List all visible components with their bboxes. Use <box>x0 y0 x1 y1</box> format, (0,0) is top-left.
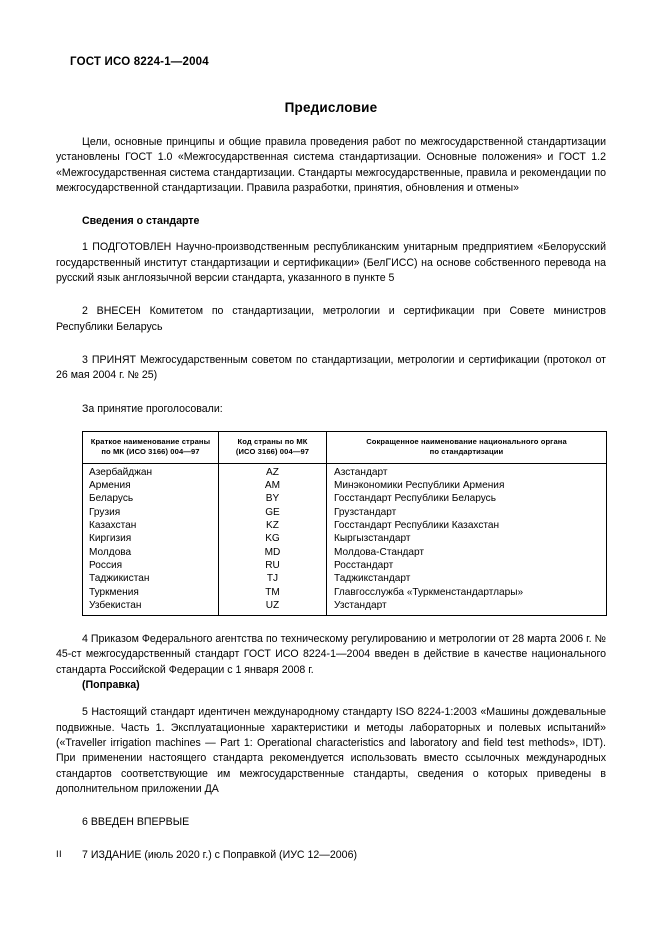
table-row <box>83 533 607 546</box>
cell-country: Армения <box>83 480 219 493</box>
cell-country: Грузия <box>83 506 219 519</box>
cell-country: Киргизия <box>83 533 219 546</box>
cell-country-code: BY <box>219 493 327 506</box>
cell-country: Молдова <box>83 546 219 559</box>
table-row <box>83 559 607 572</box>
standard-info-item-7: 7 ИЗДАНИЕ (июль 2020 г.) с Поправкой (ИУС 12—2006) <box>82 849 357 862</box>
column-header-country <box>83 431 219 463</box>
vote-label: За принятие проголосовали: <box>82 402 223 415</box>
cell-standards-body: Минэкономики Республики Армения <box>334 480 505 492</box>
intro-paragraph: Цели, основные принципы и общие правила проведения работ по межгосударственной стандартизации установлены ГОСТ 1.0 «Межгосударственная система стандартизации. Основные положения» и ГОСТ 1.2 «Межгосударственная система стандартизации. Стандарты межгосударственные, правила и рекомендации по межгосударственной стандартизации. Правила разработки, принятия, обновления и отмены» <box>56 136 606 194</box>
standard-info-item-4-note: (Поправка) <box>82 679 140 692</box>
column-header-code <box>219 431 327 463</box>
cell-country-code: RU <box>219 559 327 572</box>
column-header-country-line1: Краткое наименование страны <box>90 436 211 446</box>
column-header-body <box>327 431 607 463</box>
table-row <box>83 480 607 493</box>
standard-info-item-4: 4 Приказом Федерального агентства по техническому регулированию и метрологии от 28 марта 2006 г. № 45-ст межгосударственный стандарт ГОСТ ИСО 8224-1—2004 введен в действие в качестве национального стандарта Российской Федерации с 1 января 2008 г. <box>56 633 606 676</box>
cell-standards-body: Таджикстандарт <box>334 573 411 585</box>
table-row <box>83 546 607 559</box>
spacer <box>56 693 606 705</box>
country-table-body <box>83 463 607 615</box>
cell-country: Азербайджан <box>83 463 219 479</box>
cell-country-code: UZ <box>219 599 327 615</box>
country-table-container <box>56 431 606 616</box>
table-row <box>83 463 607 479</box>
standard-info-item-3: 3 ПРИНЯТ Межгосударственным советом по стандартизации, метрологии и сертификации (протокол от 26 мая 2004 г. № 25) <box>56 353 606 382</box>
cell-country-code: AZ <box>219 463 327 479</box>
page-content <box>56 56 606 876</box>
column-header-body-line2: по стандартизации <box>429 447 504 457</box>
page-title: Предисловие <box>284 100 378 115</box>
country-table <box>82 431 607 616</box>
cell-standards-body: Кыргызстандарт <box>334 533 411 545</box>
column-header-body-line1: Сокращенное наименование национального органа <box>366 436 567 446</box>
standard-info-item-6: 6 ВВЕДЕН ВПЕРВЫЕ <box>82 816 190 829</box>
cell-country-code: AM <box>219 480 327 493</box>
table-row <box>83 599 607 615</box>
cell-country: Беларусь <box>83 493 219 506</box>
cell-country: Туркмения <box>83 586 219 599</box>
standard-info-item-1: 1 ПОДГОТОВЛЕН Научно-производственным республиканским унитарным предприятием «Белорусский государственный институт стандартизации и сертификации» (БелГИСС) на основе собственного перевода на русский язык англоязычной версии стандарта, указанного в пункте 5 <box>56 241 606 285</box>
cell-country: Россия <box>83 559 219 572</box>
document-standard-number: ГОСТ ИСО 8224-1—2004 <box>70 56 209 68</box>
cell-country-code: MD <box>219 546 327 559</box>
column-header-country-line2: по МК (ИСО 3166) 004—97 <box>101 447 200 457</box>
table-row <box>83 586 607 599</box>
standard-info-item-5: 5 Настоящий стандарт идентичен международному стандарту ISO 8224-1:2003 «Машины дождевальные подвижные. Часть 1. Эксплуатационные характеристики и методы лабораторных и полевых испытаний» («Traveller irrigation machines — Part 1: Operational characteristics and laboratory and field test methods», IDT). При применении настоящего стандарта рекомендуется использовать вместо ссылочных международных стандартов соответствующие им межгосударственные стандарты, сведения о которых приведены в дополнительном приложении ДА <box>56 706 606 795</box>
cell-standards-body: Азстандарт <box>334 466 388 478</box>
cell-country-code: GE <box>219 506 327 519</box>
column-header-code-line1: Код страны по МК <box>237 436 308 446</box>
page-number: II <box>56 849 62 860</box>
cell-standards-body: Госстандарт Республики Беларусь <box>334 493 496 505</box>
standard-info-item-2: 2 ВНЕСЕН Комитетом по стандартизации, метрологии и сертификации при Совете министров Республики Беларусь <box>56 305 606 333</box>
table-header-row <box>83 431 607 463</box>
cell-standards-body: Грузстандарт <box>334 506 397 518</box>
table-row <box>83 573 607 586</box>
cell-standards-body: Росстандарт <box>334 559 394 571</box>
cell-standards-body: Госстандарт Республики Казахстан <box>334 520 500 532</box>
cell-standards-body: Узстандарт <box>334 599 387 611</box>
country-table-header <box>83 431 607 463</box>
standard-info-heading: Сведения о стандарте <box>82 215 200 228</box>
cell-country: Таджикистан <box>83 573 219 586</box>
cell-country-code: TJ <box>219 573 327 586</box>
cell-country: Узбекистан <box>83 599 219 615</box>
cell-country-code: KG <box>219 533 327 546</box>
cell-standards-body: Главгосслужба «Туркменстандартлары» <box>334 586 524 598</box>
table-row <box>83 493 607 506</box>
cell-country: Казахстан <box>83 520 219 533</box>
cell-country-code: TM <box>219 586 327 599</box>
table-row <box>83 506 607 519</box>
column-header-code-line2: (ИСО 3166) 004—97 <box>235 447 310 457</box>
cell-standards-body: Молдова-Стандарт <box>334 546 425 558</box>
table-row <box>83 520 607 533</box>
cell-country-code: KZ <box>219 520 327 533</box>
